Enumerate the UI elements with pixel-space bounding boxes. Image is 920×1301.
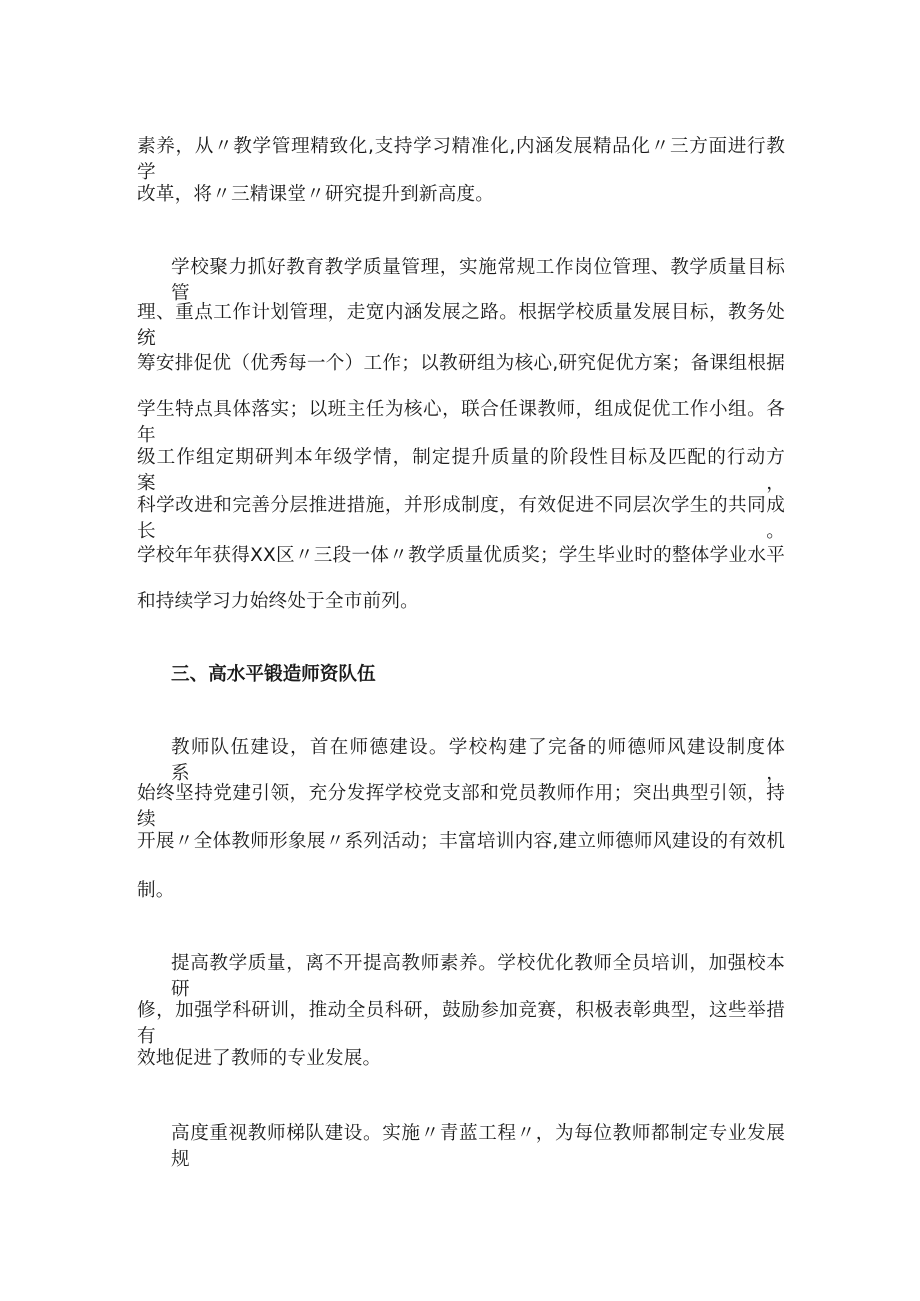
paragraph-2-line-6: 科学改进和完善分层推进措施，并形成制度，有效促进不同层次学生的共同成长。 — [137, 495, 785, 542]
section-heading: 三、高水平锻造师资队伍 — [171, 664, 376, 685]
paragraph-3-line-3: 开展〃全体教师形象展〃系列活动；丰富培训内容,建立师德师风建设的有效机 — [137, 831, 785, 852]
paragraph-4-line-3: 效地促进了教师的专业发展。 — [137, 1048, 382, 1069]
paragraph-3-line-1: 教师队伍建设，首在师德建设。学校构建了完备的师德师风建设制度体系， — [171, 737, 785, 784]
paragraph-2-line-4: 学生特点具体落实；以班主任为核心，联合任课教师，组成促优工作小组。各年 — [137, 399, 785, 446]
paragraph-2-line-5: 级工作组定期研判本年级学情，制定提升质量的阶段性目标及匹配的行动方案， — [137, 447, 785, 494]
paragraph-1-line-1: 素养，从〃教学管理精致化,支持学习精准化,内涵发展精品化〃三方面进行教学 — [137, 136, 785, 183]
paragraph-5-line-1: 高度重视教师梯队建设。实施〃青蓝工程〃，为每位教师都制定专业发展规 — [171, 1123, 785, 1170]
paragraph-3-line-2: 始终坚持党建引领，充分发挥学校党支部和党员教师作用；突出典型引领，持续 — [137, 783, 785, 830]
paragraph-2-line-7: 学校年年获得XX区〃三段一体〃教学质量优质奖；学生毕业时的整体学业水平 — [137, 545, 785, 566]
paragraph-2-line-8: 和持续学习力始终处于全市前列。 — [137, 591, 419, 612]
paragraph-2-line-1: 学校聚力抓好教育教学质量管理，实施常规工作岗位管理、教学质量目标管 — [171, 257, 785, 304]
paragraph-4-line-1: 提高教学质量，离不开提高教师素养。学校优化教师全员培训，加强校本研 — [171, 953, 785, 1000]
paragraph-2-line-3: 筹安排促优（优秀每一个）工作；以教研组为核心,研究促优方案；备课组根据 — [137, 353, 785, 374]
paragraph-4-line-2: 修，加强学科研训，推动全员科研，鼓励参加竞赛，积极表彰典型，这些举措有 — [137, 1000, 785, 1047]
paragraph-3-line-4: 制。 — [137, 880, 175, 901]
paragraph-1-line-2: 改革，将〃三精课堂〃研究提升到新高度。 — [137, 184, 495, 205]
paragraph-2-line-2: 理、重点工作计划管理，走宽内涵发展之路。根据学校质量发展目标，教务处统 — [137, 302, 785, 349]
